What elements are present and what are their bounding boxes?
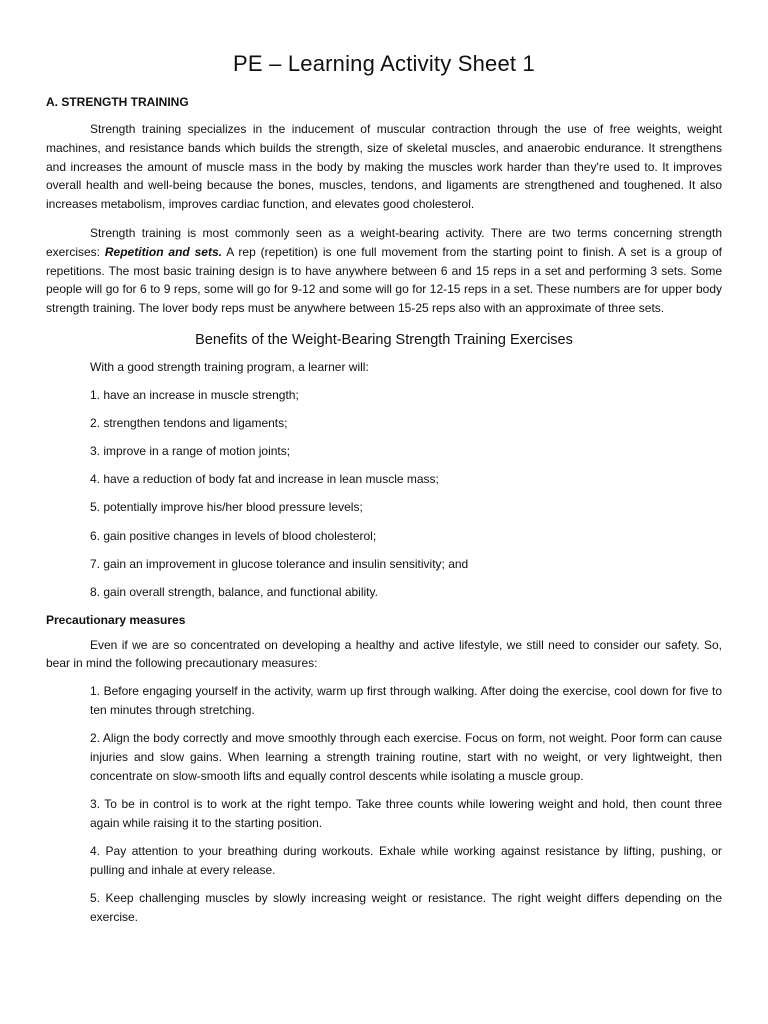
precaution-item: 4. Pay attention to your breathing during workouts. Exhale while working against resistance by lifting, pushing, or pulling and inhale at every release. <box>90 844 722 877</box>
benefit-item: 6. gain positive changes in levels of blood cholesterol; <box>90 528 377 543</box>
benefit-item: 7. gain an improvement in glucose tolerance and insulin sensitivity; and <box>90 556 469 571</box>
benefit-item: 3. improve in a range of motion joints; <box>90 444 291 459</box>
benefits-heading: Benefits of the Weight-Bearing Strength Training Exercises <box>195 331 573 348</box>
page-title: PE – Learning Activity Sheet 1 <box>233 51 535 76</box>
paragraph-reps-and-sets <box>46 224 722 318</box>
precaution-item: 3. To be in control is to work at the right tempo. Take three counts while lowering weight and hold, then count three again while raising it to the starting position. <box>90 797 722 830</box>
paragraph-strength-training-definition: Strength training specializes in the inducement of muscular contraction through the use of free weights, weight machines, and resistance bands which builds the strength, size of skeletal muscles, and anaerobic endurance. It strengthens and increases the amount of muscle mass in the body by making the muscles work harder than they're used to. It improves overall health and well-being because the bones, muscles, tendons, and ligaments are strengthened and toughened. It also increases metabolism, improves cardiac function, and elevates good cholesterol. <box>46 122 722 212</box>
benefit-item: 1. have an increase in muscle strength; <box>90 388 299 403</box>
paragraph-reps-text-start: Strength training is most commonly seen as a weight-bearing activity. There are two terms concerning strength exercises: <box>46 225 722 259</box>
emphasis-repetition-and-sets: Repetition and sets. <box>104 244 222 259</box>
precaution-intro: Even if we are so concentrated on developing a healthy and active lifestyle, we still need to consider our safety. So, bear in mind the following precautionary measures: <box>46 637 722 671</box>
paragraph-reps-text-end: A rep (repetition) is one full movement from the starting point to finish. A set is a group of repetitions. The most basic training design is to have anywhere between 6 and 15 reps in a set and performing 3 sets. Some people will go for 6 to 9 reps, some will go for 9-12 and some will go for 12-15 reps in a set. These numbers are for upper body strength training. The lover body reps must be anywhere between 15-25 reps also with an approximate of three sets. <box>46 244 722 316</box>
section-heading-strength-training: A. STRENGTH TRAINING <box>46 95 189 109</box>
benefit-item: 4. have a reduction of body fat and increase in lean muscle mass; <box>90 472 439 487</box>
benefit-item: 2. strengthen tendons and ligaments; <box>90 416 288 431</box>
benefit-item: 5. potentially improve his/her blood pressure levels; <box>90 500 363 515</box>
benefits-intro: With a good strength training program, a learner will: <box>90 359 369 374</box>
precaution-item: 5. Keep challenging muscles by slowly increasing weight or resistance. The right weight differs depending on the exercise. <box>90 891 722 925</box>
benefit-item: 8. gain overall strength, balance, and functional ability. <box>90 584 378 599</box>
precaution-item: 1. Before engaging yourself in the activity, warm up first through walking. After doing the exercise, cool down for five to ten minutes through stretching. <box>90 684 722 717</box>
precaution-item: 2. Align the body correctly and move smoothly through each exercise. Focus on form, not weight. Poor form can cause injuries and slow gains. When learning a strength training routine, start with no weight, or very lightweight, then concentrate on slow-smooth lifts and equally control descents while isolating a muscle group. <box>90 731 722 783</box>
precaution-heading: Precautionary measures <box>46 612 186 627</box>
